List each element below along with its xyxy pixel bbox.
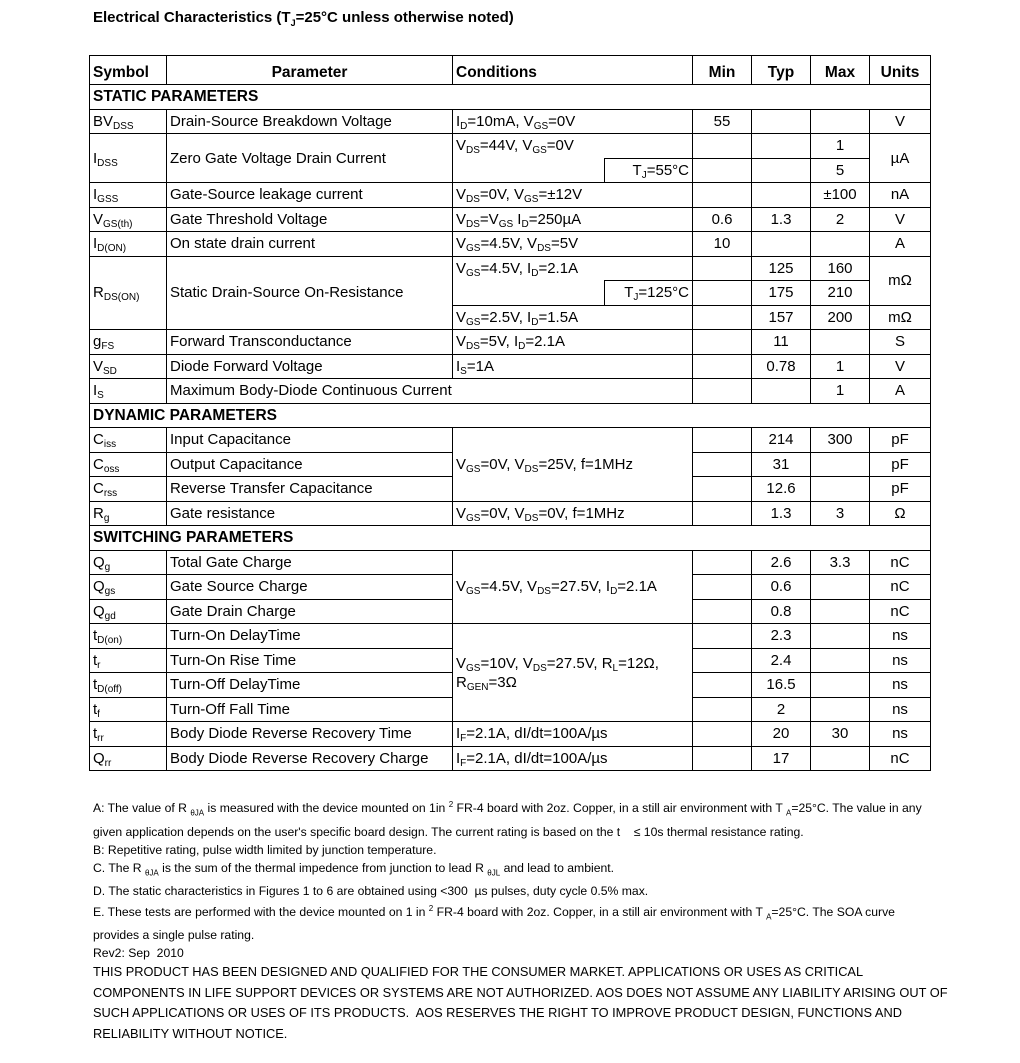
max-value: 1	[811, 134, 870, 159]
table-row	[90, 134, 931, 159]
max-value: 5	[811, 158, 870, 183]
table-row	[90, 746, 931, 771]
typ-value: 16.5	[752, 673, 811, 698]
unit: V	[870, 354, 931, 379]
symbol: $t_r$	[90, 648, 167, 673]
symbol: $Q_{gd}$	[90, 599, 167, 624]
symbol: $I_{DSS}$	[90, 134, 167, 183]
symbol: $g_{FS}$	[90, 330, 167, 355]
table-row	[90, 624, 931, 649]
max-value: 1	[811, 379, 870, 404]
disclaimer: THIS PRODUCT HAS BEEN DESIGNED AND QUALIFIED FOR THE CONSUMER MARKET. APPLICATIONS OR USES AS CRITICAL COMPONENTS IN LIFE SUPPORT DEVICES OR SYSTEMS ARE NOT AUTHORIZED. AOS DOES NOT ASSUME ANY LIABILITY ARISING OUT OF SUCH APPLICATIONS OR USES OF ITS PRODUCTS. AOS RESERVES THE RIGHT TO IMPROVE PRODUCT DESIGN, FUNCTIONS AND RELIABILITY WITHOUT NOTICE.	[93, 964, 948, 1041]
unit: nC	[870, 550, 931, 575]
typ-value: 0.8	[752, 599, 811, 624]
header-units: Units	[870, 56, 931, 85]
unit: V	[870, 109, 931, 134]
max-value: 300	[811, 428, 870, 453]
table-row	[90, 501, 931, 526]
parameter: Drain-Source Breakdown Voltage	[167, 109, 453, 134]
unit: ns	[870, 648, 931, 673]
symbol: $Q_{gs}$	[90, 575, 167, 600]
parameter: Diode Forward Voltage	[167, 354, 453, 379]
section-static: STATIC PARAMETERS	[90, 85, 931, 110]
typ-value: 0.6	[752, 575, 811, 600]
max-value: 3.3	[811, 550, 870, 575]
parameter: Turn-Off Fall Time	[167, 697, 453, 722]
header-symbol: Symbol	[90, 56, 167, 85]
section-switching: SWITCHING PARAMETERS	[90, 526, 931, 551]
typ-value: 2.6	[752, 550, 811, 575]
section-dynamic: DYNAMIC PARAMETERS	[90, 403, 931, 428]
parameter: Turn-Off DelayTime	[167, 673, 453, 698]
table-row	[90, 207, 931, 232]
table-row	[90, 722, 931, 747]
parameter: Gate Threshold Voltage	[167, 207, 453, 232]
symbol: $t_{D(on)}$	[90, 624, 167, 649]
min-value: 0.6	[693, 207, 752, 232]
unit: nA	[870, 183, 931, 208]
max-value: 30	[811, 722, 870, 747]
symbol: $V_{GS(th)}$	[90, 207, 167, 232]
conditions: $I_S=1A$	[453, 354, 693, 379]
revision: Rev2: Sep 2010	[93, 946, 184, 961]
unit: ns	[870, 697, 931, 722]
parameter: Output Capacitance	[167, 452, 453, 477]
typ-value: 125	[752, 256, 811, 281]
typ-value: 17	[752, 746, 811, 771]
unit: pF	[870, 477, 931, 502]
unit: pF	[870, 452, 931, 477]
table-row	[90, 354, 931, 379]
max-value: 1	[811, 354, 870, 379]
footnotes	[93, 796, 933, 962]
unit: V	[870, 207, 931, 232]
note-c: C. The R $_{\theta JA}$ is the sum of the thermal impedence from junction to lead R $_{\theta JL}$ and lead to ambient.	[93, 860, 615, 877]
conditions: $V_{GS}=10V$, $V_{DS}=27.5V$, $R_L=12\Omega$, $R_{GEN}=3\Omega$	[453, 624, 693, 722]
symbol: $t_{rr}$	[90, 722, 167, 747]
max-value: 210	[811, 281, 870, 306]
typ-value: 0.78	[752, 354, 811, 379]
table-row	[90, 428, 931, 453]
unit: S	[870, 330, 931, 355]
page-title: Electrical Characteristics ($T_J=25^\circ C$ unless otherwise noted)	[93, 9, 514, 28]
table-row	[90, 232, 931, 257]
typ-value: 31	[752, 452, 811, 477]
parameter: Turn-On DelayTime	[167, 624, 453, 649]
header-max: Max	[811, 56, 870, 85]
unit: ns	[870, 722, 931, 747]
typ-value: 2.4	[752, 648, 811, 673]
conditions: $V_{GS}=0V$, $V_{DS}=25V$, f=1MHz	[453, 428, 693, 502]
header-parameter: Parameter	[167, 56, 453, 85]
conditions: $V_{GS}=2.5V$, $I_D=1.5A$	[453, 305, 693, 330]
symbol: $C_{rss}$	[90, 477, 167, 502]
symbol: $I_{GSS}$	[90, 183, 167, 208]
table-header	[90, 56, 931, 85]
typ-value: 2.3	[752, 624, 811, 649]
table-row	[90, 183, 931, 208]
symbol: $I_S$	[90, 379, 167, 404]
symbol: $C_{oss}$	[90, 452, 167, 477]
note-d: D. The static characteristics in Figures 1 to 6 are obtained using <300 µs pulses, duty cycle 0.5% max.	[93, 883, 649, 898]
note-e: E. These tests are performed with the device mounted on 1 in $^2$ FR-4 board with 2oz. Copper, in a still air environment with T $_A$=25°C. The SOA curve provides a single pulse rating.	[93, 903, 895, 943]
parameter: Input Capacitance	[167, 428, 453, 453]
table-row	[90, 109, 931, 134]
header-conditions: Conditions	[453, 56, 693, 85]
max-value: 200	[811, 305, 870, 330]
table-row	[90, 550, 931, 575]
unit: mΩ	[870, 305, 931, 330]
symbol: $Q_{rr}$	[90, 746, 167, 771]
max-value: 160	[811, 256, 870, 281]
typ-value: 20	[752, 722, 811, 747]
note-b: B: Repetitive rating, pulse width limited by junction temperature.	[93, 842, 437, 857]
symbol: $I_{D(ON)}$	[90, 232, 167, 257]
typ-value: 214	[752, 428, 811, 453]
conditions: $V_{GS}=4.5V$, $V_{DS}=27.5V$, $I_D=2.1A$	[453, 550, 693, 624]
unit: mΩ	[870, 256, 931, 305]
parameter: Body Diode Reverse Recovery Charge	[167, 746, 453, 771]
typ-value: 1.3	[752, 207, 811, 232]
unit: µA	[870, 134, 931, 183]
parameter: Maximum Body-Diode Continuous Current	[167, 379, 693, 404]
parameter: Total Gate Charge	[167, 550, 453, 575]
max-value: 3	[811, 501, 870, 526]
conditions: $V_{DS}=V_{GS}$ $I_D=250\mu A$	[453, 207, 693, 232]
header-typ: Typ	[752, 56, 811, 85]
conditions: $I_F=2.1A$, dI/dt=100A/µs	[453, 746, 693, 771]
table-row	[90, 330, 931, 355]
max-value: ±100	[811, 183, 870, 208]
conditions: $V_{DS}=44V$, $V_{GS}=0V$	[453, 134, 693, 159]
parameter: Static Drain-Source On-Resistance	[167, 256, 453, 330]
max-value	[811, 109, 870, 134]
min-value: 55	[693, 109, 752, 134]
parameter: Gate-Source leakage current	[167, 183, 453, 208]
symbol: $BV_{DSS}$	[90, 109, 167, 134]
typ-value: 2	[752, 697, 811, 722]
typ-value: 1.3	[752, 501, 811, 526]
symbol: $Q_g$	[90, 550, 167, 575]
note-a: A: The value of R $_{\theta JA}$ is measured with the device mounted on 1in $^2$ FR-4 board with 2oz. Copper, in a still air environment with T $_A$=25°C. The value in any given application depends on the user's specific board design. The current rating is based on the t ≤ 10s thermal resistance rating.	[93, 800, 926, 839]
unit: Ω	[870, 501, 931, 526]
unit: ns	[870, 673, 931, 698]
typ-value: 157	[752, 305, 811, 330]
conditions-temperature: $T_J=125^\circ C$	[605, 281, 693, 306]
unit: A	[870, 379, 931, 404]
conditions: $I_F=2.1A$, dI/dt=100A/µs	[453, 722, 693, 747]
max-value: 2	[811, 207, 870, 232]
parameter: Zero Gate Voltage Drain Current	[167, 134, 453, 183]
unit: nC	[870, 575, 931, 600]
symbol: $t_f$	[90, 697, 167, 722]
typ-value: 12.6	[752, 477, 811, 502]
conditions: $V_{GS}=4.5V$, $V_{DS}=5V$	[453, 232, 693, 257]
parameter: Body Diode Reverse Recovery Time	[167, 722, 453, 747]
unit: nC	[870, 746, 931, 771]
symbol: $t_{D(off)}$	[90, 673, 167, 698]
unit: nC	[870, 599, 931, 624]
conditions: $V_{DS}=0V$, $V_{GS}=\pm 12V$	[453, 183, 693, 208]
conditions-temperature: $T_J=55^\circ C$	[605, 158, 693, 183]
parameter: Gate Source Charge	[167, 575, 453, 600]
typ-value: 175	[752, 281, 811, 306]
conditions: $V_{GS}=4.5V$, $I_D=2.1A$	[453, 256, 693, 281]
conditions: $V_{GS}=0V$, $V_{DS}=0V$, f=1MHz	[453, 501, 693, 526]
parameter: Gate Drain Charge	[167, 599, 453, 624]
unit: A	[870, 232, 931, 257]
symbol: $C_{iss}$	[90, 428, 167, 453]
parameter: Gate resistance	[167, 501, 453, 526]
parameter: Turn-On Rise Time	[167, 648, 453, 673]
header-min: Min	[693, 56, 752, 85]
symbol: $R_{DS(ON)}$	[90, 256, 167, 330]
symbol: $V_{SD}$	[90, 354, 167, 379]
table-row	[90, 379, 931, 404]
parameter: On state drain current	[167, 232, 453, 257]
unit: pF	[870, 428, 931, 453]
parameter: Forward Transconductance	[167, 330, 453, 355]
table-row	[90, 256, 931, 281]
typ-value: 11	[752, 330, 811, 355]
conditions: $V_{DS}=5V$, $I_D=2.1A$	[453, 330, 693, 355]
electrical-characteristics-table	[89, 55, 931, 771]
parameter: Reverse Transfer Capacitance	[167, 477, 453, 502]
unit: ns	[870, 624, 931, 649]
min-value: 10	[693, 232, 752, 257]
typ-value	[752, 109, 811, 134]
symbol: $R_g$	[90, 501, 167, 526]
conditions: $I_D=10mA$, $V_{GS}=0V$	[453, 109, 693, 134]
